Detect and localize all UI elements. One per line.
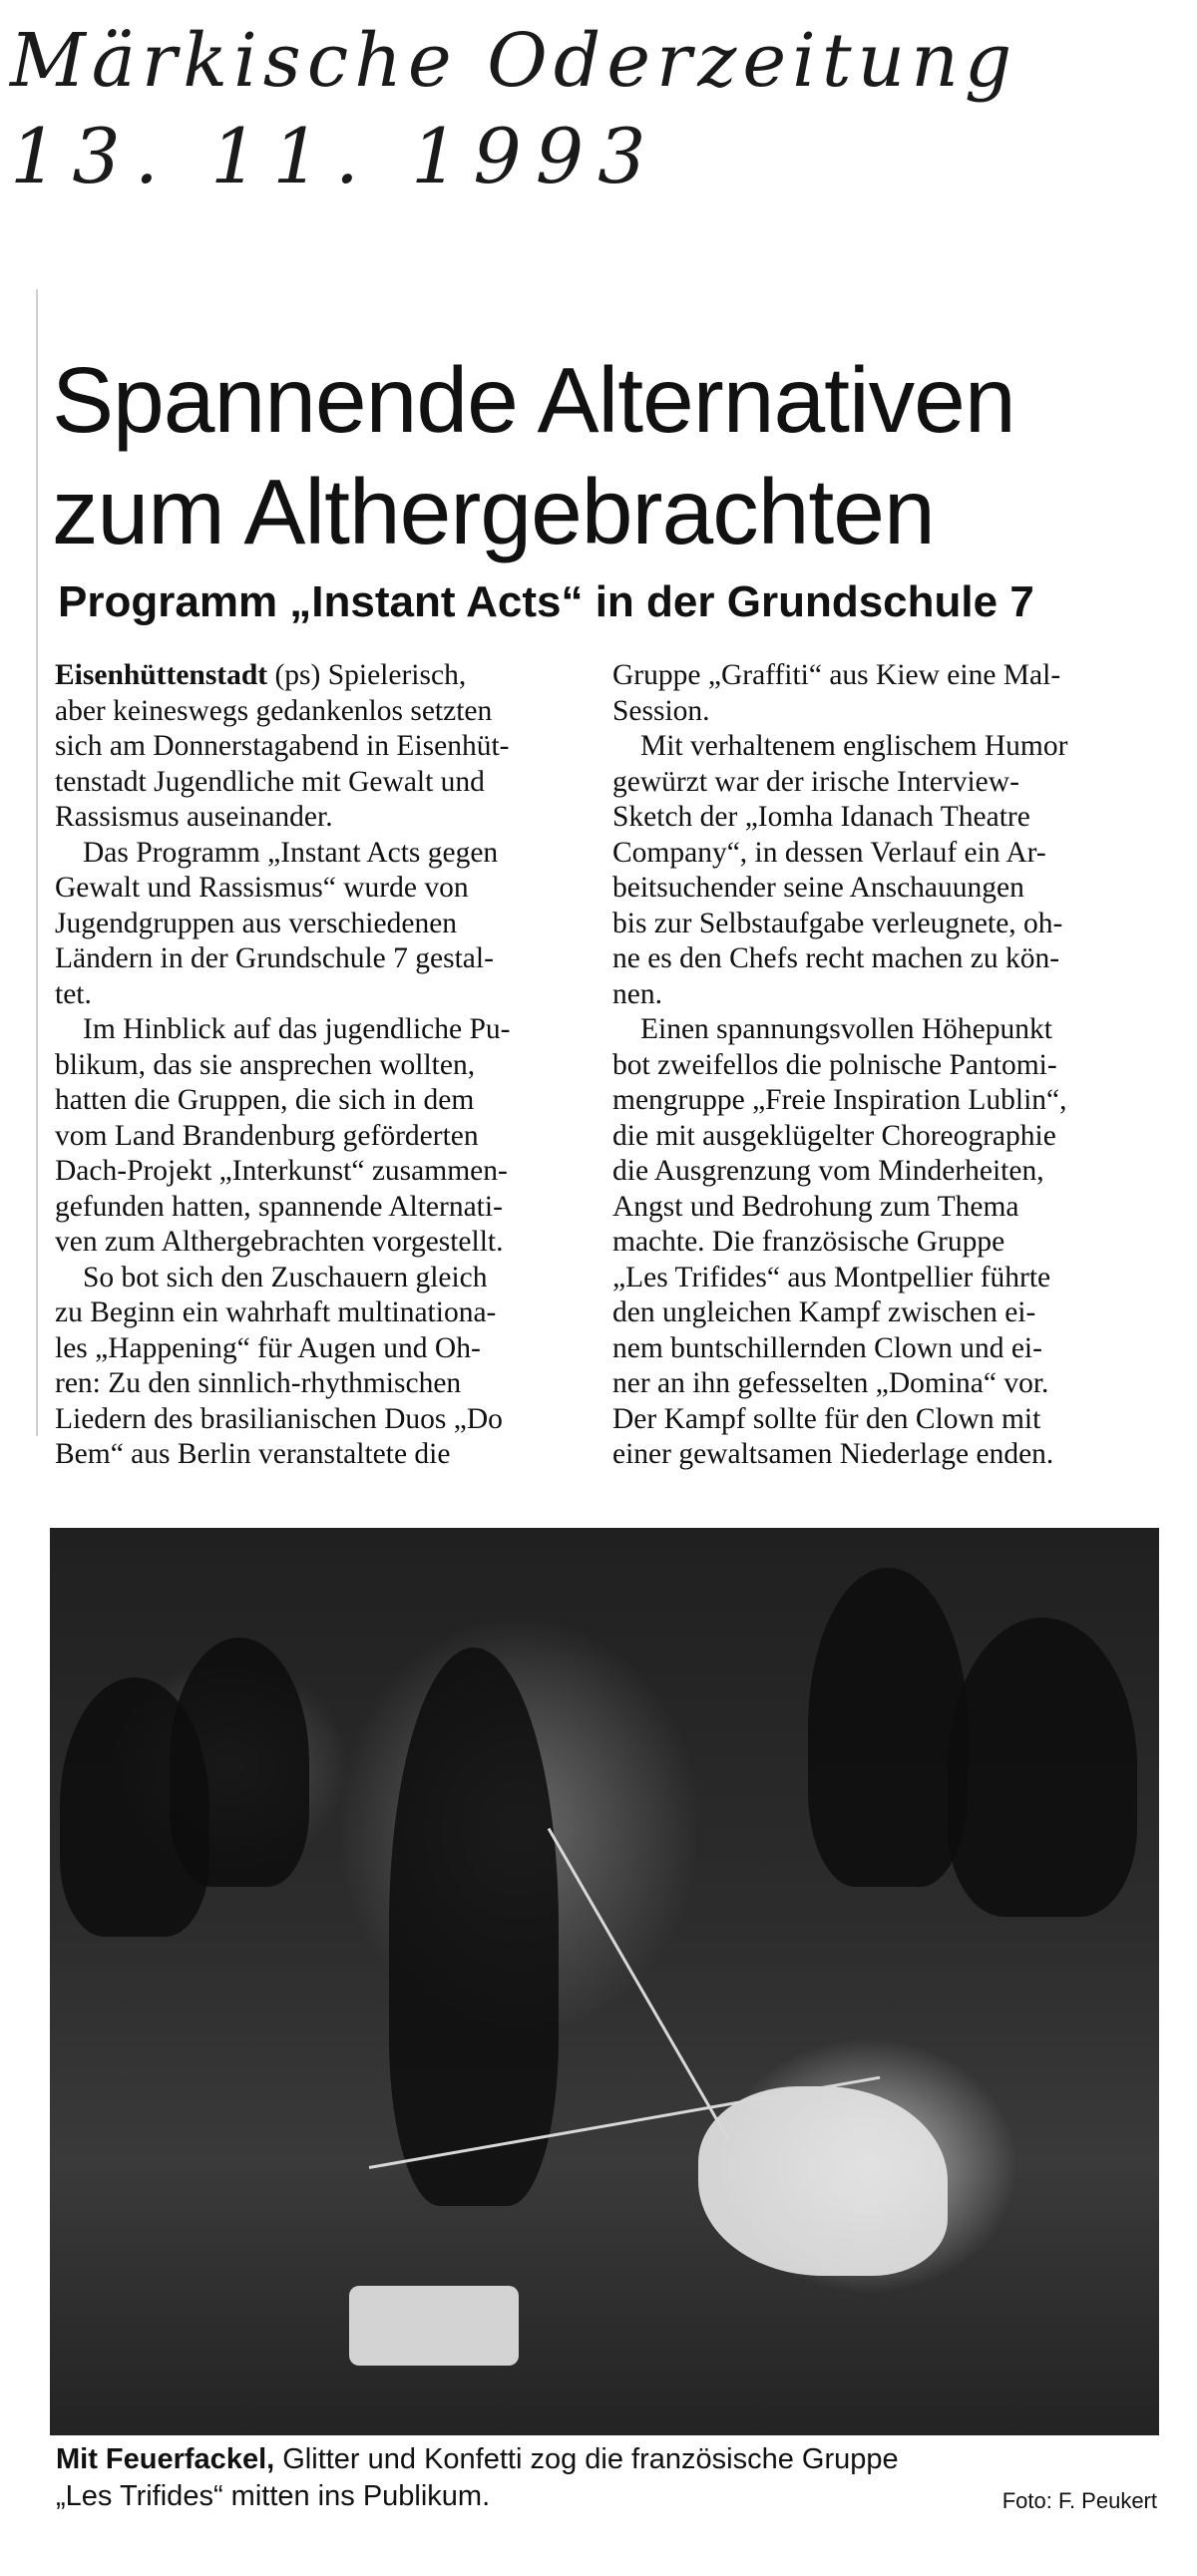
article-line: bot zweifellos die polnische Pantomi- <box>612 1048 1057 1081</box>
article-line: beitsuchender seine Anschauungen <box>612 872 1024 904</box>
article-line: ner an ihn gefesselten „Domina“ vor. <box>612 1367 1049 1399</box>
caption-line-2: „Les Trifides“ mitten ins Publikum. <box>56 2480 491 2512</box>
article-line: nen. <box>612 977 662 1010</box>
article-line: So bot sich den Zuschauern gleich <box>83 1261 488 1293</box>
article-line: Das Programm „Instant Acts gegen <box>83 836 499 869</box>
article-photo <box>50 1528 1159 2435</box>
clipping-edge <box>36 289 38 1436</box>
article-line: Mit verhaltenem englischem Humor <box>640 730 1068 762</box>
dateline: Eisenhüttenstadt <box>55 659 268 691</box>
article-line-text: (ps) Spielerisch, <box>267 659 467 691</box>
article-line: gefunden hatten, spannende Alternati- <box>55 1190 503 1223</box>
audience-figure <box>170 1638 309 1887</box>
article-line: Angst und Bedrohung zum Thema <box>612 1190 1019 1223</box>
article-line: Bem“ aus Berlin veranstaltete die <box>55 1438 451 1470</box>
article-line: Liedern des brasilianischen Duos „Do <box>55 1402 503 1435</box>
article-line: den ungleichen Kampf zwischen ei- <box>612 1296 1036 1328</box>
article-line: „Les Trifides“ aus Montpellier führte <box>612 1261 1051 1293</box>
caption-line-1-rest: Glitter und Konfetti zog die französische Gruppe <box>274 2443 899 2475</box>
article-line: Jugendgruppen aus verschiedenen <box>55 907 458 939</box>
article-line: les „Happening“ für Augen und Oh- <box>55 1331 481 1364</box>
article-line: Gruppe „Graffiti“ aus Kiew eine Mal- <box>612 659 1061 691</box>
article-line: Sketch der „Iomha Idanach Theatre <box>612 801 1030 833</box>
article-line: die mit ausgeklügelter Choreographie <box>612 1119 1056 1152</box>
article-line: tenstadt Jugendliche mit Gewalt und <box>55 765 485 798</box>
article-line: Company“, in dessen Verlauf ein Ar- <box>612 836 1046 869</box>
article-line: Im Hinblick auf das jugendliche Pu- <box>83 1013 511 1045</box>
handwritten-paper-name: Märkische Oderzeitung <box>10 18 1018 104</box>
photo-credit: Foto: F. Peukert <box>1001 2488 1157 2513</box>
floor-prop <box>349 2286 519 2366</box>
headline <box>52 344 1169 567</box>
headline-line-2: zum Althergebrachten <box>52 460 935 563</box>
article-line: Dach-Projekt „Interkunst“ zusammen- <box>55 1155 508 1187</box>
article-line: vom Land Brandenburg geförderten <box>55 1119 479 1152</box>
article-line: die Ausgrenzung vom Minderheiten, <box>612 1155 1044 1187</box>
article-line: mengruppe „Freie Inspiration Lublin“, <box>612 1084 1067 1116</box>
article-column-right <box>612 658 1149 1473</box>
article-column-left <box>55 658 592 1473</box>
article-line: hatten die Gruppen, die sich in dem <box>55 1084 475 1116</box>
clown-figure <box>698 2086 948 2276</box>
photo-caption <box>56 2441 1163 2515</box>
article-line: ren: Zu den sinnlich-rhythmischen <box>55 1367 462 1399</box>
article-line: tet. <box>55 977 92 1010</box>
article-line: Rassismus auseinander. <box>55 801 333 833</box>
caption-bold-lead: Mit Feuerfackel, <box>56 2443 275 2475</box>
handwritten-date: 13. 11. 1993 <box>10 112 660 200</box>
audience-figure <box>808 1568 968 1887</box>
article-line: ne es den Chefs recht machen zu kön- <box>612 942 1060 974</box>
headline-line-1: Spannende Alternativen <box>52 348 1015 452</box>
article-line: Session. <box>612 694 710 727</box>
article-line: Einen spannungsvollen Höhepunkt <box>640 1013 1052 1045</box>
article-line: ven zum Althergebrachten vorgestellt. <box>55 1226 504 1258</box>
article-line: gewürzt war der irische Interview- <box>612 765 1019 798</box>
subheadline: Programm „Instant Acts“ in der Grundschule 7 <box>58 577 1034 626</box>
article-line: Der Kampf sollte für den Clown mit <box>612 1402 1041 1435</box>
article-line: blikum, das sie ansprechen wollten, <box>55 1048 476 1081</box>
article-line: nem buntschillernden Clown und ei- <box>612 1331 1042 1364</box>
article-line <box>55 658 592 694</box>
article-line: zu Beginn ein wahrhaft multinationa- <box>55 1296 497 1328</box>
audience-figure <box>948 1618 1137 1917</box>
article-line: Gewalt und Rassismus“ wurde von <box>55 872 469 904</box>
article-line: machte. Die französische Gruppe <box>612 1226 1005 1258</box>
rope <box>548 1828 730 2140</box>
article-line: bis zur Selbstaufgabe verleugnete, oh- <box>612 907 1063 939</box>
article-line: sich am Donnerstagabend in Eisenhüt- <box>55 730 510 762</box>
performer-figure <box>389 1648 559 2206</box>
article-line: Ländern in der Grundschule 7 gestal- <box>55 942 494 974</box>
article-line: einer gewaltsamen Niederlage enden. <box>612 1438 1054 1470</box>
article-line: aber keineswegs gedankenlos setzten <box>55 694 493 727</box>
